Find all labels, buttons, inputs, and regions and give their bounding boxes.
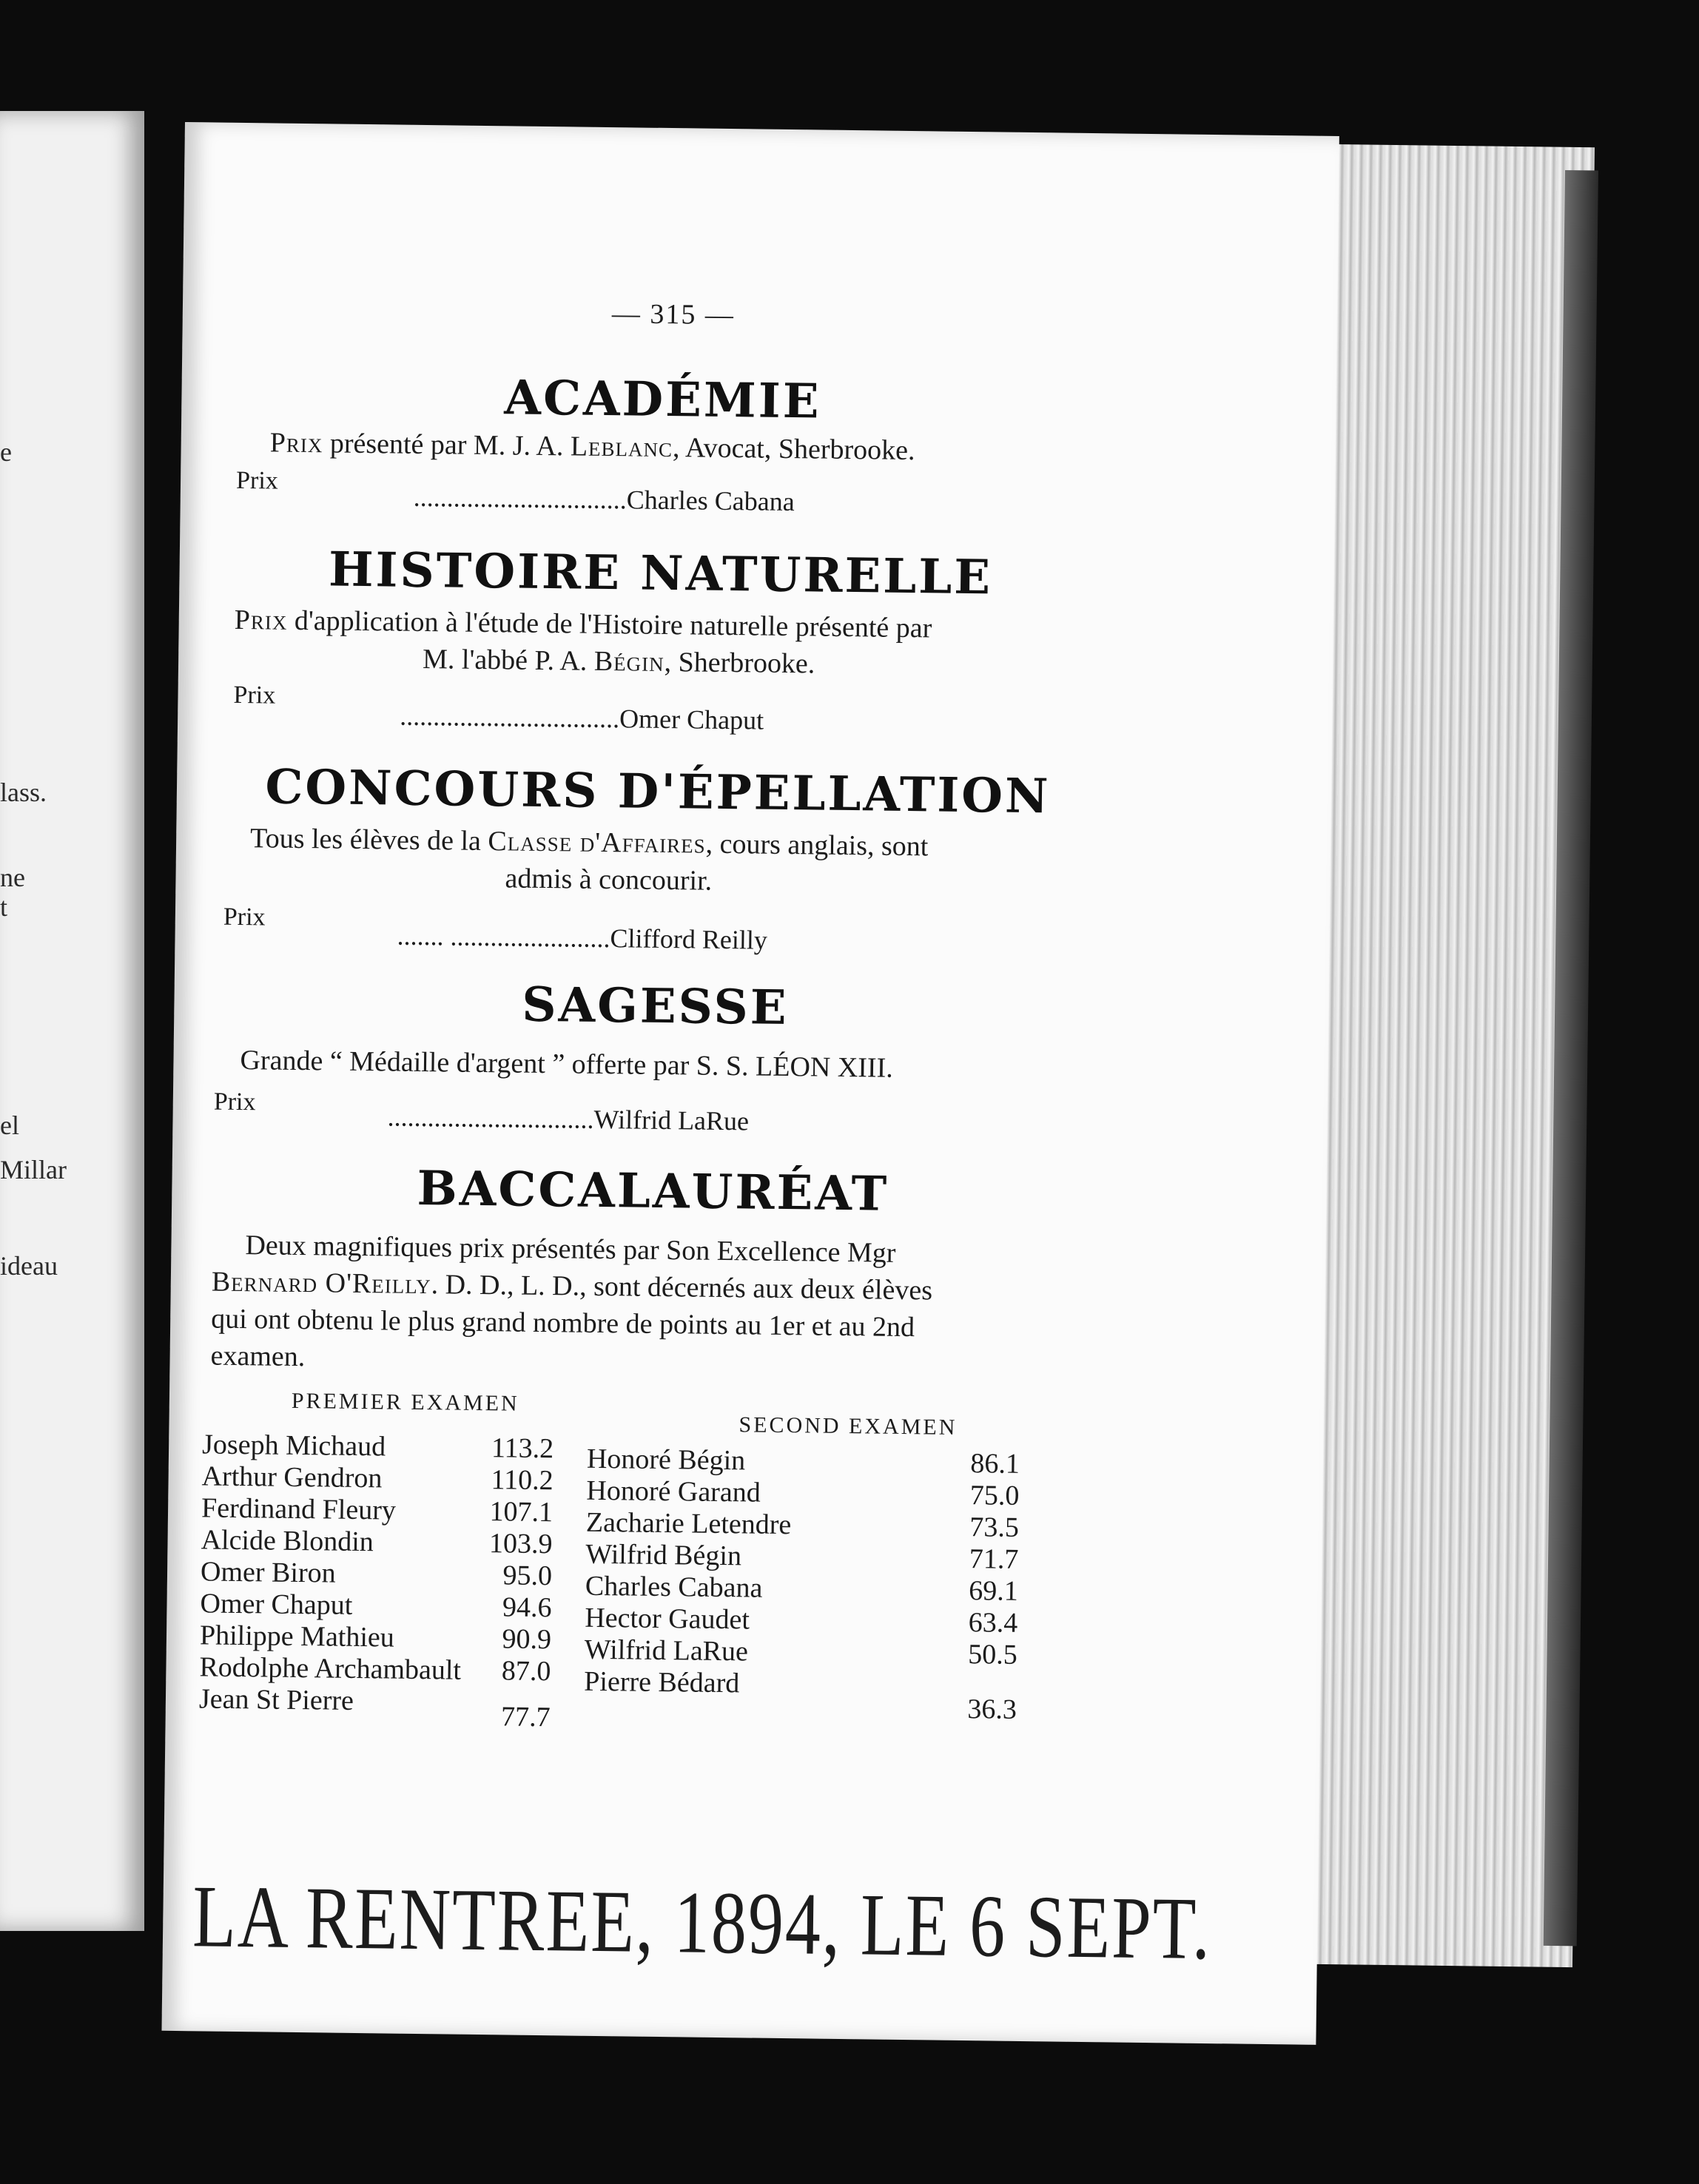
student-score: 94.6 xyxy=(502,1591,552,1624)
student-score: 73.5 xyxy=(969,1511,1020,1543)
book-page xyxy=(161,122,1339,2045)
prize-label: Prix xyxy=(233,681,276,710)
sagesse-description: Grande “ Médaille d'argent ” offerte par S. S. LÉON XIII. xyxy=(240,1045,894,1084)
section-heading-histoire-naturelle: HISTOIRE NATURELLE xyxy=(328,542,993,606)
donor-name: Bernard O'Reilly xyxy=(211,1266,431,1301)
student-name: Omer Biron xyxy=(200,1556,336,1589)
left-page-fragment: el xyxy=(0,1110,19,1140)
student-name: Ferdinand Fleury xyxy=(201,1492,397,1526)
donor-name: Bégin xyxy=(593,645,665,678)
student-score: 63.4 xyxy=(968,1607,1018,1639)
second-exam-row xyxy=(586,1506,792,1541)
prize-winner-line: ....... ........................Clifford Reilly xyxy=(397,920,768,955)
second-exam-row xyxy=(585,1570,763,1605)
baccalaureat-paragraph-line1: Deux magnifiques prix présentés par Son Excellence Mgr xyxy=(245,1230,896,1269)
second-exam-row xyxy=(585,1538,741,1573)
academie-description xyxy=(269,426,915,467)
student-name: Rodolphe Archambault xyxy=(199,1651,462,1686)
prize-winner-line: .................................Omer Chaput xyxy=(399,701,764,735)
student-score: 71.7 xyxy=(969,1543,1019,1575)
student-score: 50.5 xyxy=(968,1639,1018,1671)
page-content xyxy=(161,122,1339,2045)
student-name: Zacharie Letendre xyxy=(585,1506,792,1541)
class-name: Classe d'Affaires xyxy=(488,826,706,860)
first-exam-row xyxy=(199,1682,354,1717)
student-name: Hector Gaudet xyxy=(585,1602,750,1636)
second-exam-row xyxy=(585,1602,750,1637)
student-score: 36.3 xyxy=(967,1693,1017,1725)
student-score: 95.0 xyxy=(502,1560,553,1592)
first-exam-row xyxy=(200,1587,352,1622)
first-exam-header: PREMIER EXAMEN xyxy=(291,1388,519,1416)
text-fragment: Tous les élèves de la xyxy=(249,823,488,857)
text-fragment: M. l'abbé P. A. xyxy=(422,643,595,677)
student-score: 90.9 xyxy=(502,1623,552,1656)
second-exam-row xyxy=(585,1634,749,1668)
second-exam-row xyxy=(584,1665,739,1700)
student-name: Wilfrid Bégin xyxy=(585,1538,742,1572)
baccalaureat-paragraph-line3: qui ont obtenu le plus grand nombre de points au 1er et au 2nd xyxy=(210,1303,915,1344)
left-page-fragment: ne xyxy=(0,863,25,892)
facing-left-page xyxy=(0,111,144,1931)
student-name: Omer Chaput xyxy=(200,1588,353,1621)
footer-announcement: LA RENTREE, 1894, LE 6 SEPT. xyxy=(192,1866,1212,1978)
left-page-fragment: e xyxy=(0,437,12,467)
text-fragment: , cours anglais, sont xyxy=(705,828,929,863)
student-name: Jean St Pierre xyxy=(198,1683,354,1716)
first-exam-row xyxy=(201,1555,336,1589)
prize-winner-line: ...............................Wilfrid LaRue xyxy=(387,1102,750,1136)
student-score: 113.2 xyxy=(491,1432,554,1465)
student-name: Pierre Bédard xyxy=(584,1665,740,1699)
student-score: 103.9 xyxy=(488,1528,553,1560)
second-exam-header: SECOND EXAMEN xyxy=(739,1412,958,1440)
text-fragment: , Avocat, Sherbrooke. xyxy=(672,432,915,467)
section-heading-sagesse: SAGESSE xyxy=(521,977,789,1037)
left-page-fragment: t xyxy=(0,892,8,922)
student-score: 110.2 xyxy=(491,1464,554,1497)
text-fragment: . D. D., L. D., sont décernés aux deux élèves xyxy=(431,1269,933,1307)
student-score: 87.0 xyxy=(501,1655,551,1688)
student-name: Charles Cabana xyxy=(585,1570,763,1604)
prix-word: Prix xyxy=(234,604,288,636)
baccalaureat-paragraph-line4: examen. xyxy=(210,1340,306,1373)
first-exam-row xyxy=(201,1492,396,1526)
prize-label: Prix xyxy=(213,1088,256,1116)
first-exam-row xyxy=(201,1523,374,1558)
left-page-fragment: ideau xyxy=(0,1251,58,1281)
student-name: Wilfrid LaRue xyxy=(584,1634,749,1668)
histoire-description-line2 xyxy=(423,643,815,680)
student-score: 86.1 xyxy=(970,1448,1020,1480)
text-fragment: présenté par M. J. A. xyxy=(323,428,571,462)
epellation-description-line2: admis à concourir. xyxy=(505,863,713,897)
section-heading-concours-epellation: CONCOURS D'ÉPELLATION xyxy=(265,759,1051,825)
first-exam-row xyxy=(202,1428,386,1463)
student-score: 69.1 xyxy=(969,1575,1019,1607)
student-name: Honoré Bégin xyxy=(586,1443,746,1477)
epellation-description-line1 xyxy=(250,822,929,863)
prize-label: Prix xyxy=(223,903,266,931)
prix-word: Prix xyxy=(269,427,323,459)
student-name: Philippe Mathieu xyxy=(199,1620,395,1654)
section-heading-academie: ACADÉMIE xyxy=(503,370,821,430)
first-exam-row xyxy=(200,1619,394,1654)
student-name: Arthur Gendron xyxy=(201,1460,383,1494)
prize-label: Prix xyxy=(235,466,278,495)
donor-name: Leblanc xyxy=(570,431,673,464)
left-page-fragment: Millar xyxy=(0,1155,67,1184)
section-heading-baccalaureat: BACCALAURÉAT xyxy=(417,1160,889,1222)
student-score: 75.0 xyxy=(969,1480,1020,1511)
student-name: Honoré Garand xyxy=(586,1474,761,1509)
left-page-fragment: lass. xyxy=(0,778,47,807)
second-exam-row xyxy=(586,1474,761,1509)
baccalaureat-paragraph-line2 xyxy=(212,1266,933,1307)
histoire-description-line1 xyxy=(235,604,932,645)
text-fragment: d'application à l'étude de l'Histoire naturelle présenté par xyxy=(287,604,932,644)
first-exam-row xyxy=(201,1460,382,1494)
second-exam-row xyxy=(587,1443,746,1477)
student-score: 77.7 xyxy=(500,1701,551,1733)
text-fragment: , Sherbrooke. xyxy=(664,646,815,680)
page-number: — 315 — xyxy=(611,298,736,331)
student-score: 107.1 xyxy=(489,1496,554,1529)
student-name: Alcide Blondin xyxy=(201,1524,374,1558)
first-exam-row xyxy=(199,1651,461,1686)
student-name: Joseph Michaud xyxy=(201,1429,386,1463)
prize-winner-line: ................................Charles Cabana xyxy=(413,482,795,517)
